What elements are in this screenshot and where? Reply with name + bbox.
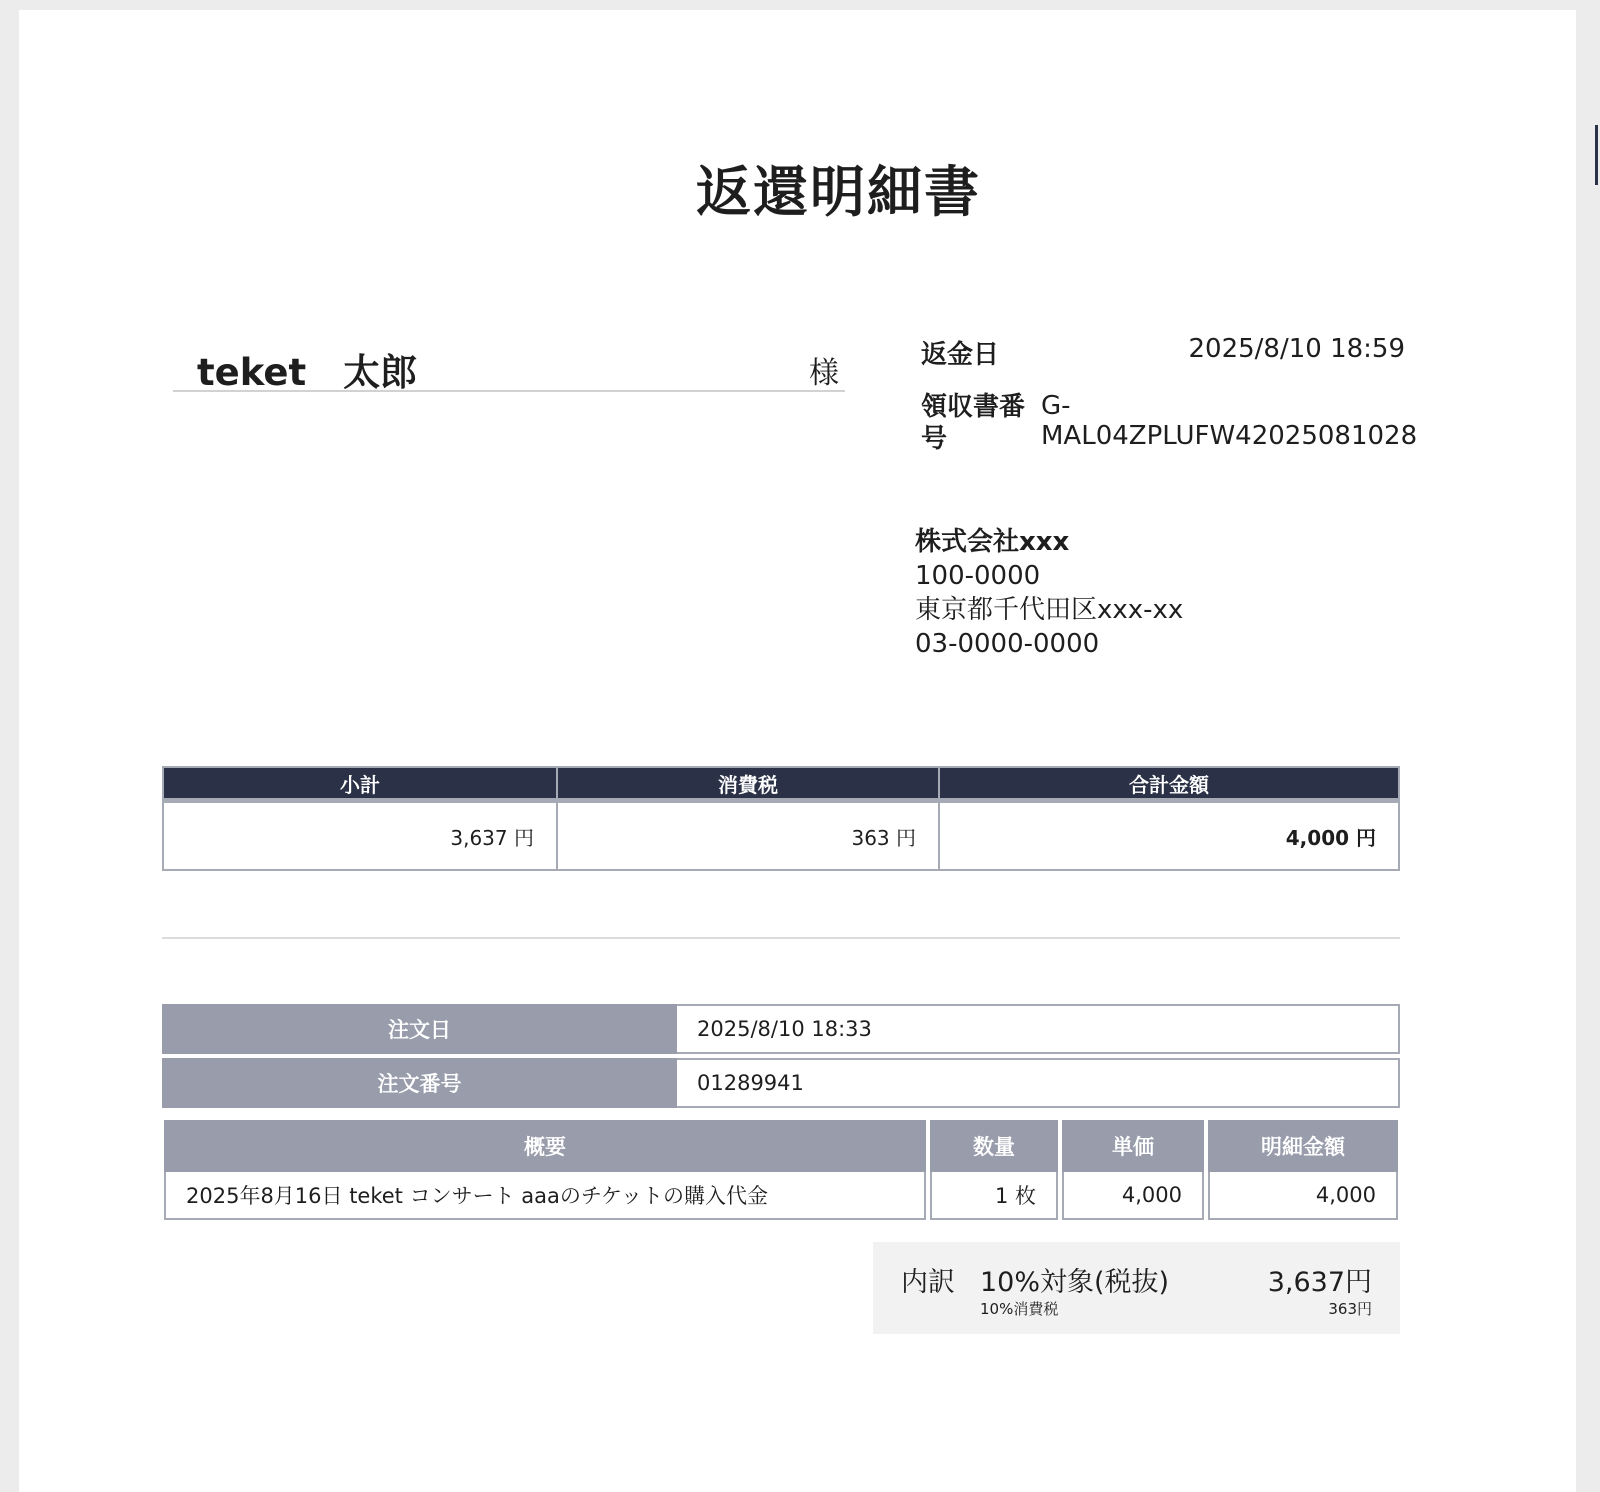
- document-title: 返還明細書: [695, 160, 981, 224]
- item-description: 2025年8月16日 teket コンサート aaaのチケットの購入代金: [164, 1172, 926, 1220]
- tax-value: 363 円: [558, 800, 938, 869]
- breakdown-target-amount: 3,637円: [1267, 1267, 1372, 1298]
- refund-date-row: [921, 334, 1405, 371]
- tax-breakdown: [873, 1242, 1400, 1334]
- section-divider: [162, 937, 1400, 939]
- breakdown-label: 内訳: [901, 1267, 955, 1298]
- refund-date-label: 返金日: [921, 340, 1000, 370]
- receipt-number-value: G-MAL04ZPLUFW42025081028: [1041, 391, 1418, 451]
- order-number-value: 01289941: [677, 1058, 1400, 1108]
- customer-block: [173, 330, 845, 392]
- breakdown-tax-amount: 363円: [1328, 1300, 1372, 1318]
- description-header: 概要: [164, 1120, 926, 1172]
- receipt-number-label: 領収書番号: [921, 392, 1026, 454]
- item-amount: 4,000: [1208, 1172, 1398, 1220]
- tax-header: 消費税: [558, 768, 938, 798]
- page-edge-marker: [1595, 125, 1598, 185]
- item-unit-price: 4,000: [1062, 1172, 1204, 1220]
- total-header: 合計金額: [940, 768, 1398, 798]
- table-row: [164, 1172, 1398, 1220]
- subtotal-value: 3,637 円: [164, 800, 556, 869]
- issuer-address: 東京都千代田区xxx-xx: [915, 595, 1184, 625]
- document-page: [19, 10, 1576, 1492]
- order-info-table: [162, 1000, 1400, 1112]
- line-items-table: [160, 1120, 1402, 1220]
- order-date-value: 2025/8/10 18:33: [677, 1004, 1400, 1054]
- order-number-label: 注文番号: [162, 1058, 677, 1108]
- receipt-number-row: [921, 391, 1418, 455]
- issuer-company: 株式会社xxx: [915, 527, 1070, 557]
- order-number-row: [162, 1058, 1400, 1108]
- issuer-postal: 100-0000: [915, 561, 1041, 591]
- customer-honorific: 様: [809, 356, 839, 391]
- customer-name: teket 太郎: [197, 351, 418, 394]
- subtotal-header: 小計: [164, 768, 556, 798]
- receipt-meta: [921, 334, 1418, 455]
- refund-date-value: 2025/8/10 18:59: [1188, 334, 1405, 364]
- summary-table: [162, 766, 1400, 871]
- amount-header: 明細金額: [1208, 1120, 1398, 1172]
- unit-price-header: 単価: [1062, 1120, 1204, 1172]
- issuer-phone: 03-0000-0000: [915, 629, 1100, 659]
- total-value: 4,000 円: [940, 800, 1398, 869]
- quantity-header: 数量: [930, 1120, 1058, 1172]
- item-quantity: 1 枚: [930, 1172, 1058, 1220]
- breakdown-target-label: 10%対象(税抜): [980, 1267, 1170, 1298]
- issuer-block: [915, 525, 1183, 661]
- order-date-row: [162, 1004, 1400, 1054]
- order-date-label: 注文日: [162, 1004, 677, 1054]
- breakdown-tax-label: 10%消費税: [980, 1300, 1059, 1318]
